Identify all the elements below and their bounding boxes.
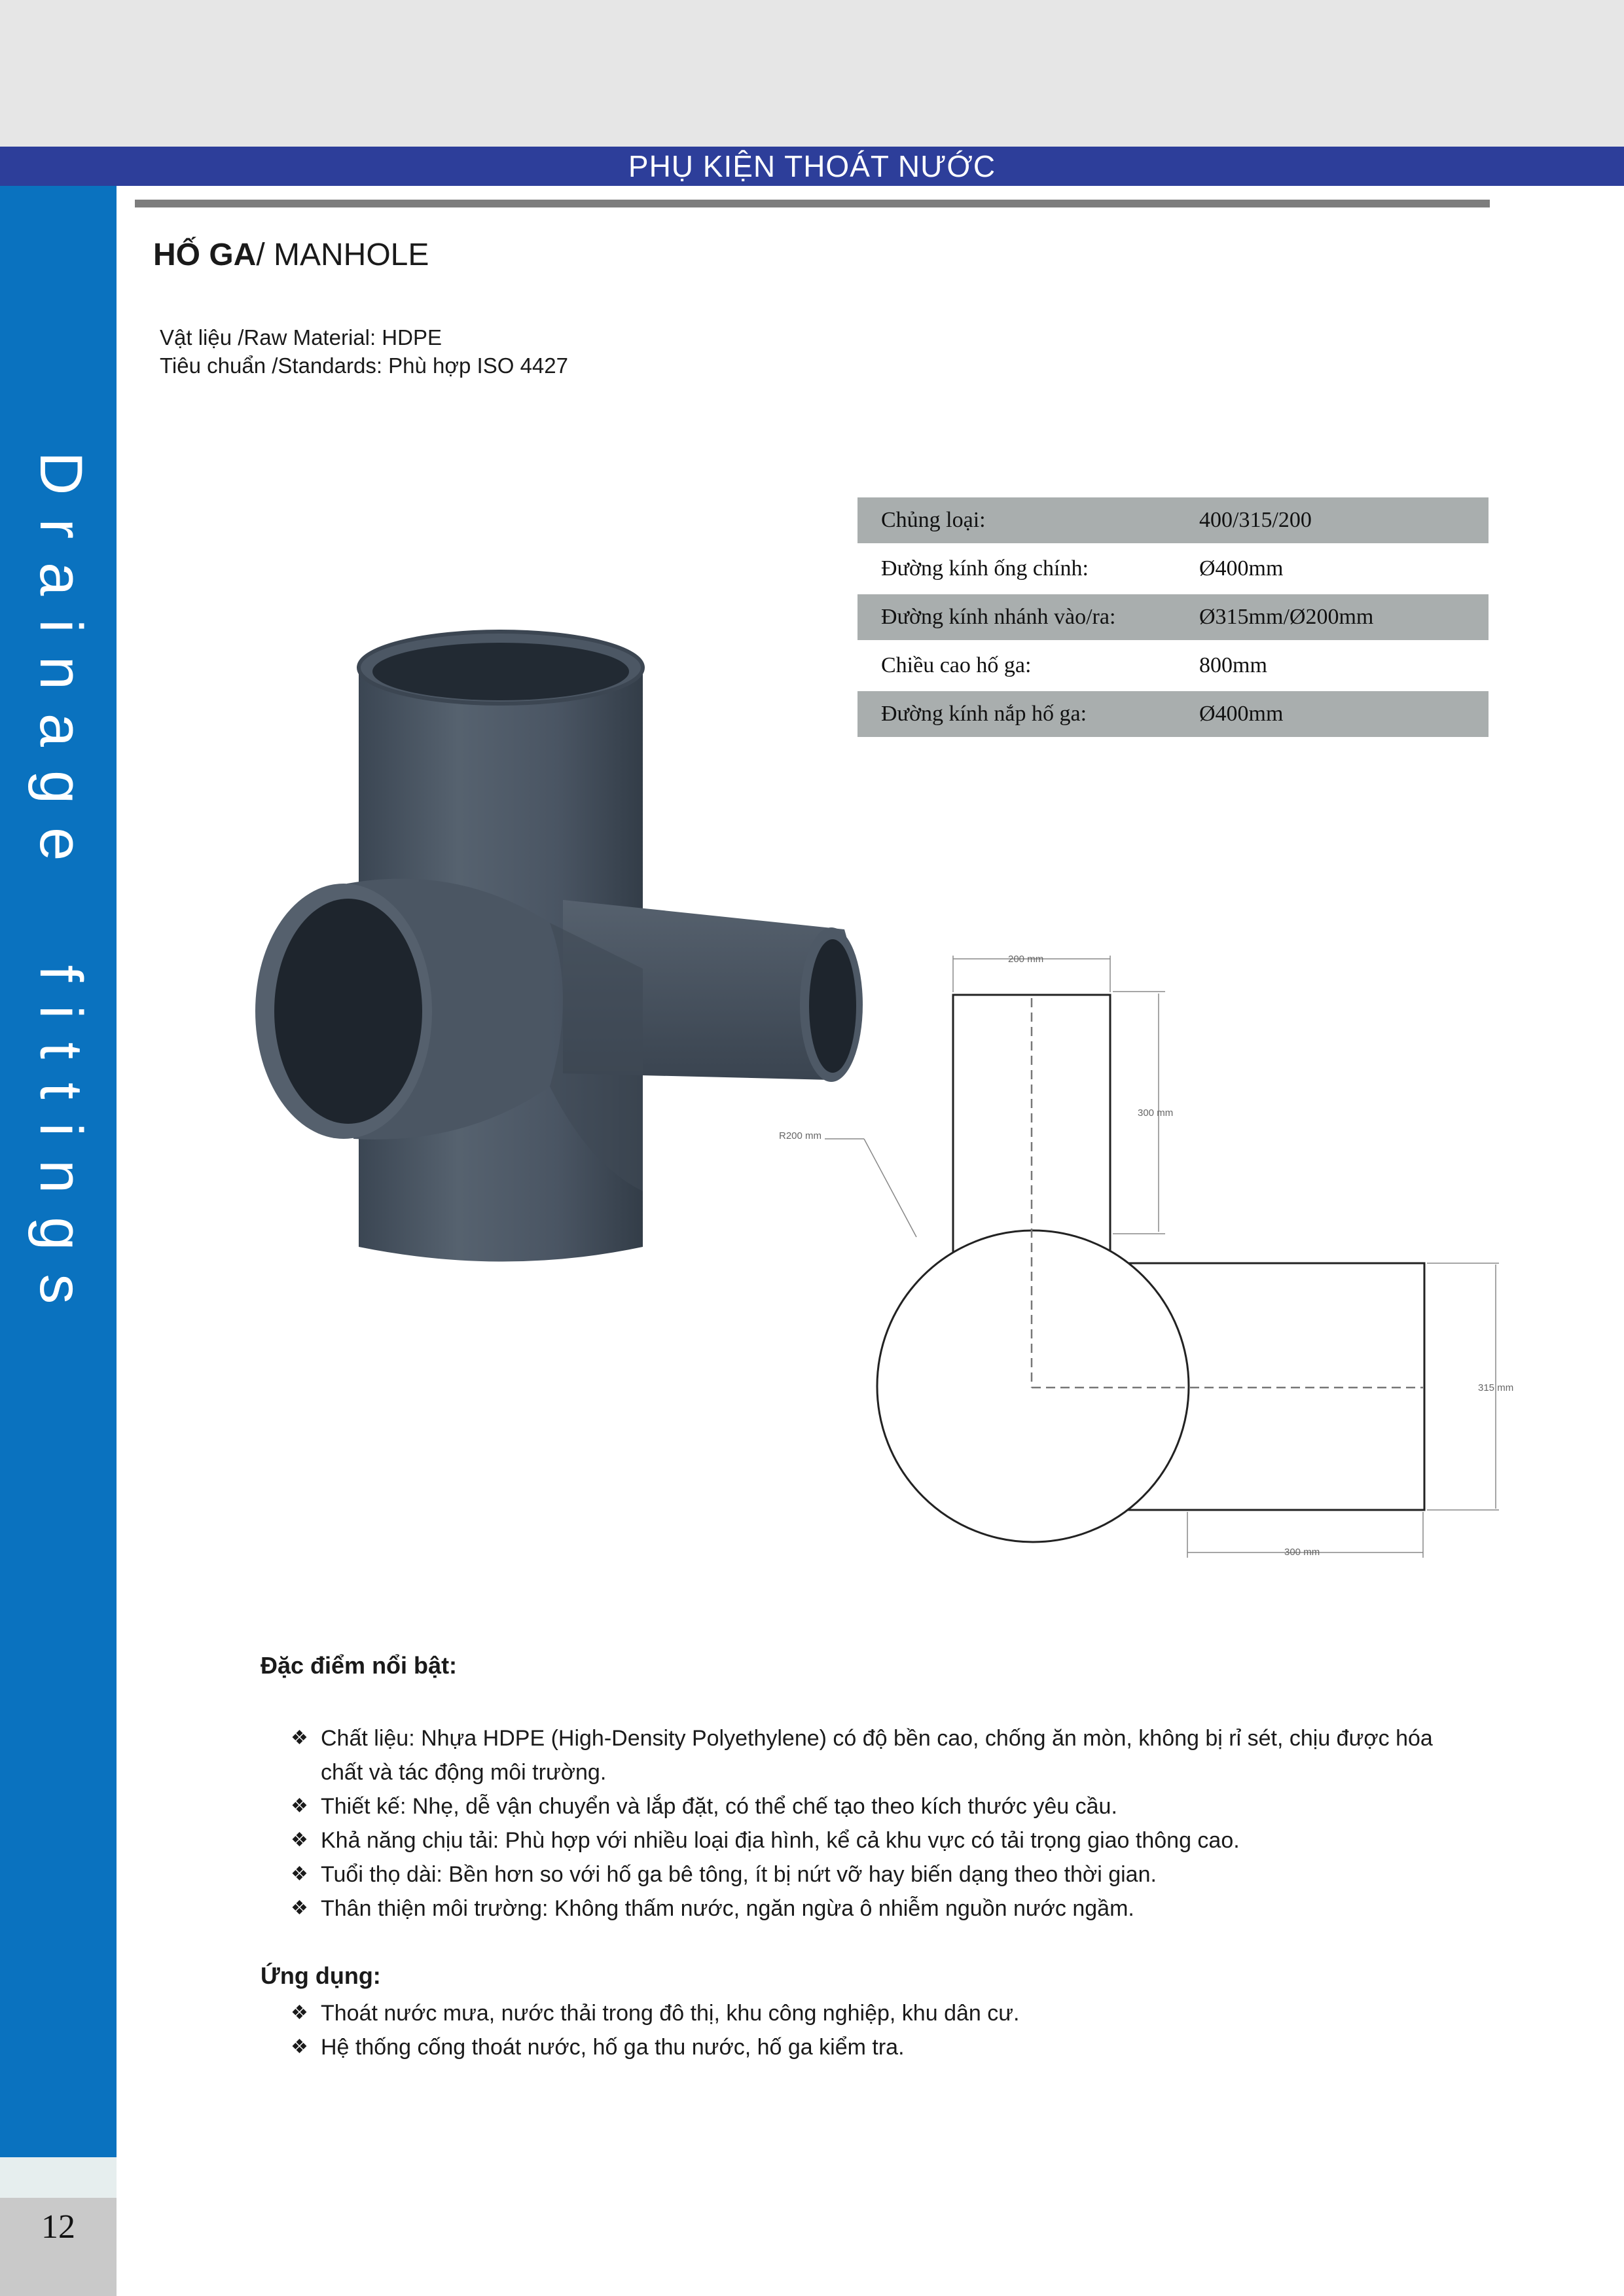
spec-value: Ø315mm/Ø200mm bbox=[1199, 605, 1374, 629]
list-item bbox=[291, 2030, 1469, 2064]
header-title: PHỤ KIỆN THOÁT NƯỚC bbox=[628, 149, 996, 183]
product-title bbox=[153, 237, 429, 273]
bullet-diamond-icon: ❖ bbox=[291, 1727, 308, 1749]
spec-value: Ø400mm bbox=[1199, 702, 1284, 726]
sidebar-vertical-text: Drainage fittings bbox=[27, 452, 94, 1328]
list-item bbox=[291, 1789, 1469, 1823]
application-text: Thoát nước mưa, nước thải trong đô thị, khu công nghiệp, khu dân cư. bbox=[321, 2001, 1020, 2026]
product-title-rest: / MANHOLE bbox=[256, 238, 429, 272]
bullet-diamond-icon: ❖ bbox=[291, 1863, 308, 1885]
spec-row bbox=[857, 643, 1489, 689]
material-info bbox=[160, 323, 568, 380]
product-title-bold: HỐ GA bbox=[153, 238, 257, 272]
spec-row bbox=[857, 691, 1489, 737]
applications-list bbox=[291, 1996, 1469, 2064]
bullet-diamond-icon: ❖ bbox=[291, 1829, 308, 1851]
material-line: Vật liệu /Raw Material: HDPE bbox=[160, 325, 442, 350]
feature-text: Thân thiện môi trường: Không thấm nước, ngăn ngừa ô nhiễm nguồn nước ngầm. bbox=[321, 1896, 1134, 1921]
side-strip bbox=[0, 2157, 117, 2198]
spec-row bbox=[857, 546, 1489, 592]
feature-text: Tuổi thọ dài: Bền hơn so với hố ga bê tông, ít bị nứt vỡ hay biến dạng theo thời gian. bbox=[321, 1862, 1157, 1887]
bullet-diamond-icon: ❖ bbox=[291, 2036, 308, 2058]
spec-label: Đường kính nhánh vào/ra: bbox=[881, 605, 1116, 629]
bullet-diamond-icon: ❖ bbox=[291, 2002, 308, 2024]
list-item bbox=[291, 1996, 1469, 2030]
top-margin bbox=[0, 0, 1624, 147]
spec-value: 400/315/200 bbox=[1199, 508, 1312, 532]
bullet-diamond-icon: ❖ bbox=[291, 1795, 308, 1817]
spec-value: 800mm bbox=[1199, 653, 1267, 677]
spec-label: Chủng loại: bbox=[881, 508, 986, 532]
list-item bbox=[291, 1892, 1469, 1926]
feature-text: Thiết kế: Nhẹ, dễ vận chuyển và lắp đặt, có thể chế tạo theo kích thước yêu cầu. bbox=[321, 1794, 1117, 1819]
spec-value: Ø400mm bbox=[1199, 556, 1284, 581]
application-text: Hệ thống cống thoát nước, hố ga thu nước, hố ga kiểm tra. bbox=[321, 2035, 905, 2060]
spec-label: Chiều cao hố ga: bbox=[881, 653, 1032, 677]
spec-label: Đường kính ống chính: bbox=[881, 556, 1089, 581]
spec-row bbox=[857, 497, 1489, 543]
spec-row bbox=[857, 594, 1489, 640]
title-rule bbox=[135, 200, 1490, 207]
dim-right-lower: 315 mm bbox=[1478, 1382, 1514, 1393]
page-number: 12 bbox=[41, 2208, 75, 2246]
features-list bbox=[291, 1721, 1469, 1926]
dim-right-upper: 300 mm bbox=[1138, 1107, 1174, 1119]
feature-text: Chất liệu: Nhựa HDPE (High-Density Polyethylene) có độ bền cao, chống ăn mòn, không bị rỉ sét, chịu được hóa chất và tác động môi trường. bbox=[321, 1726, 1433, 1785]
spec-table bbox=[857, 497, 1489, 740]
standard-line: Tiêu chuẩn /Standards: Phù hợp ISO 4427 bbox=[160, 353, 568, 378]
list-item bbox=[291, 1823, 1469, 1857]
bullet-diamond-icon: ❖ bbox=[291, 1897, 308, 1919]
technical-drawing bbox=[753, 929, 1538, 1571]
spec-label: Đường kính nắp hố ga: bbox=[881, 702, 1087, 726]
dim-radius: R200 mm bbox=[779, 1130, 822, 1141]
list-item bbox=[291, 1721, 1469, 1789]
feature-text: Khả năng chịu tải: Phù hợp với nhiều loại địa hình, kể cả khu vực có tải trọng giao thông cao. bbox=[321, 1828, 1240, 1853]
dim-top: 200 mm bbox=[1008, 954, 1044, 965]
features-heading: Đặc điểm nổi bật: bbox=[261, 1652, 458, 1679]
list-item bbox=[291, 1857, 1469, 1892]
applications-heading: Ứng dụng: bbox=[261, 1962, 381, 1989]
dim-bottom: 300 mm bbox=[1284, 1547, 1320, 1558]
main-pipe-circle bbox=[877, 1230, 1189, 1542]
